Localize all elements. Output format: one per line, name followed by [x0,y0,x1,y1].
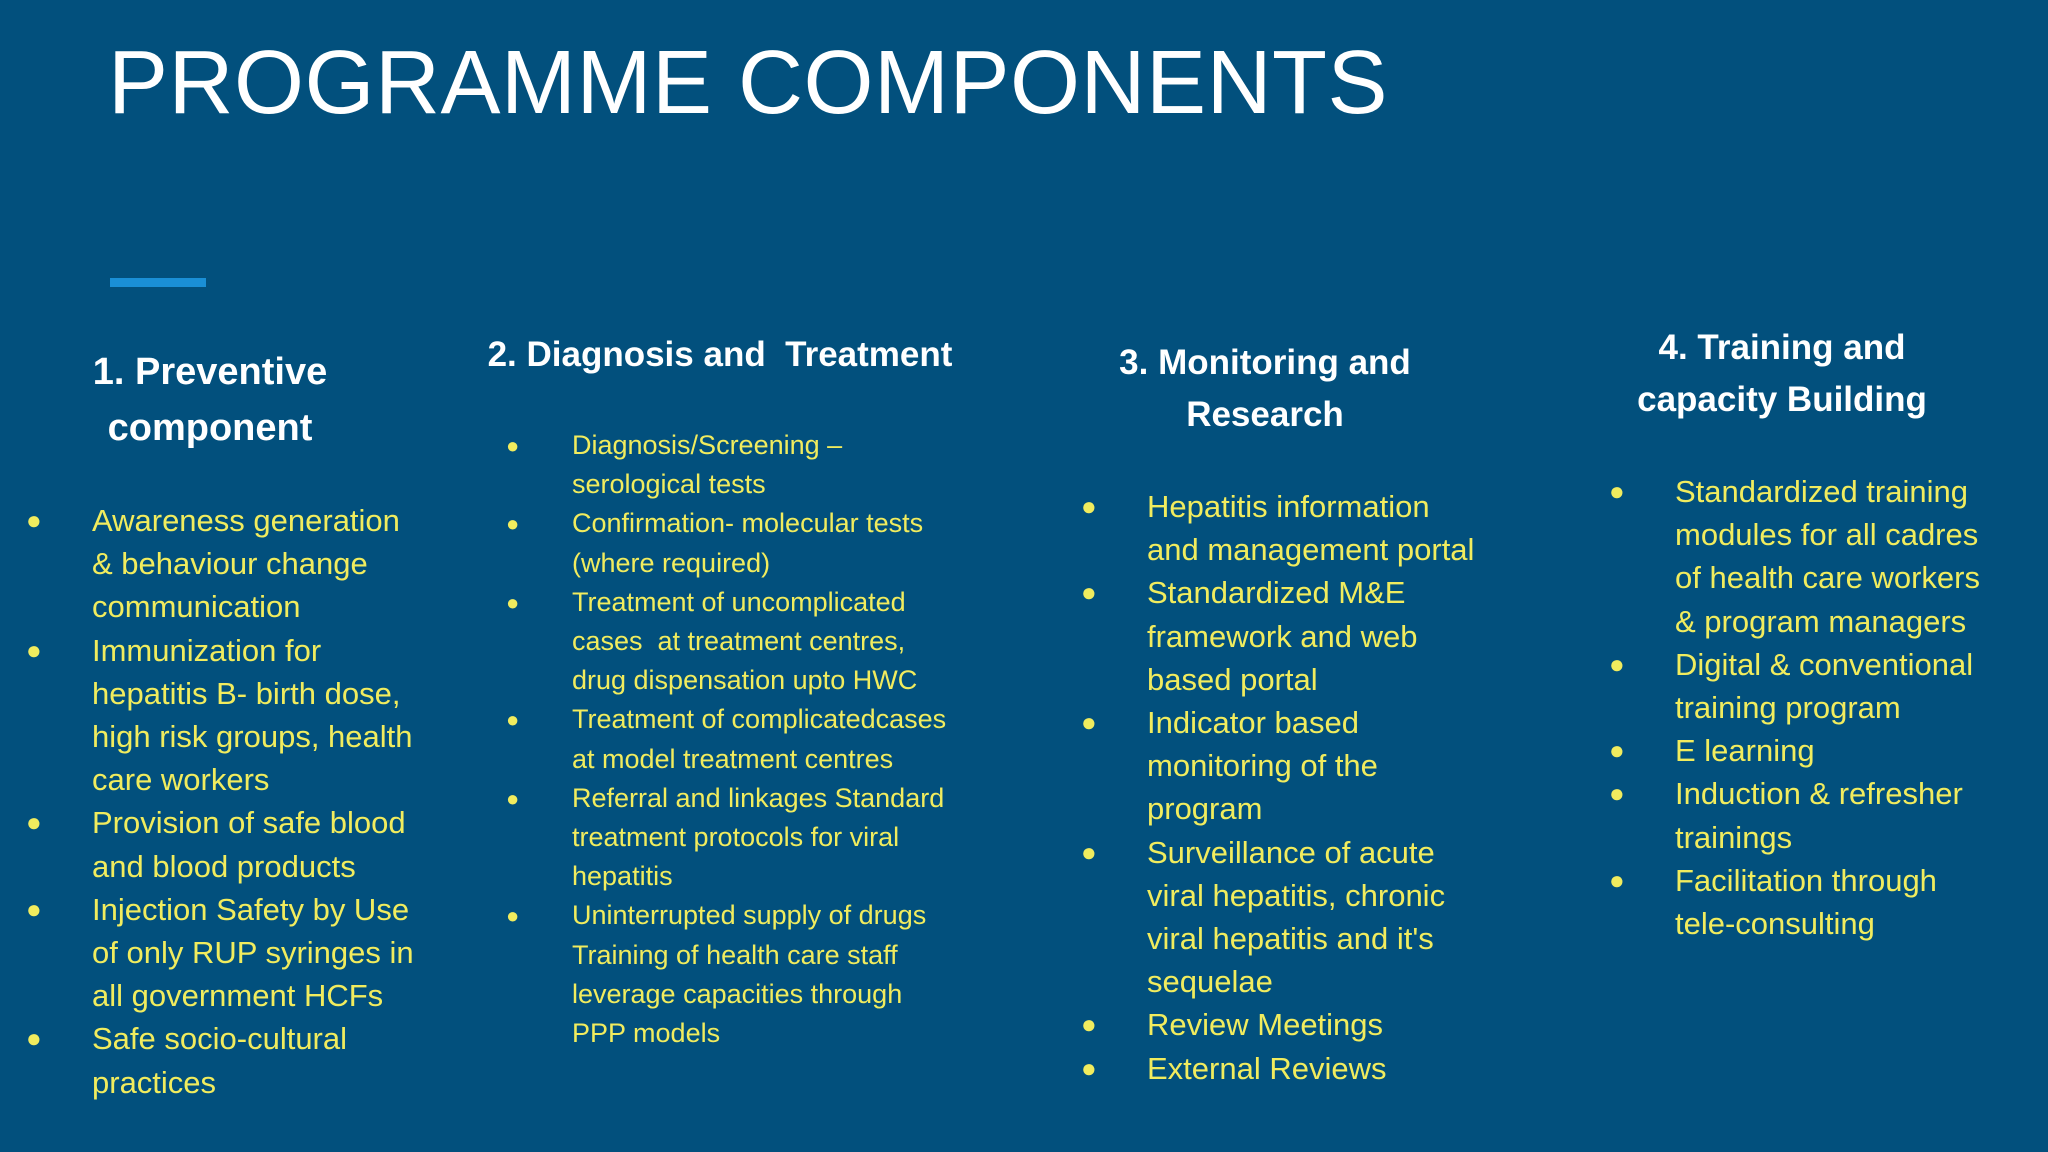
item-line: leverage capacities through [572,978,903,1009]
item-line: based portal [1147,661,1318,697]
item-line: tele-consulting [1675,906,1875,942]
bullet-icon: ● [26,807,42,838]
bullet-icon: ● [26,634,42,665]
heading-line: 2. Diagnosis and Treatment [487,335,953,374]
bullet-icon: ● [1609,476,1625,506]
column-heading [75,344,345,456]
list-item [1081,701,1517,831]
list-item [1081,1047,1517,1090]
bullet-icon: ● [26,893,42,924]
item-line: Standardized training [1675,474,1968,509]
list-item [1081,571,1517,701]
bullet-icon: ● [1081,1052,1097,1083]
heading-line: 1. Preventive [92,351,328,393]
item-line: Referral and linkages Standard [572,782,945,813]
item-line: of only RUP syringes in [92,935,414,971]
list-item [26,499,432,629]
item-line: viral hepatitis, chronic [1147,877,1446,913]
item-line: viral hepatitis and it's [1147,921,1434,957]
list-item [506,896,992,1053]
item-line: program [1147,791,1263,827]
item-line: hepatitis [572,861,673,892]
bullet-icon: ● [1609,648,1625,679]
bullet-icon: ● [26,1023,42,1054]
list-item [506,779,992,897]
item-line: Induction & refresher [1675,776,1963,812]
list-item [1081,1003,1517,1046]
item-line: & program managers [1675,603,1967,639]
list-item [26,629,432,802]
item-line: Treatment of uncomplicated [572,586,906,617]
item-line: cases at treatment centres, [572,626,906,657]
item-line: treatment protocols for viral [572,822,900,853]
item-line: Immunization for [92,632,322,668]
item-line: Confirmation- molecular tests [572,508,924,539]
list-item [1609,772,2015,858]
column-heading [1080,337,1450,441]
heading-line: component [107,407,313,449]
bullet-icon: ● [506,433,520,458]
title-accent-bar [110,278,206,287]
item-line: care workers [92,762,270,798]
item-line: External Reviews [1147,1050,1387,1086]
item-line: PPP models [572,1018,721,1049]
column-heading [1582,322,1982,426]
list-item [506,504,992,582]
item-line: Indicator based [1147,705,1359,741]
bullet-icon: ● [1081,491,1097,521]
item-line: Treatment of complicatedcases [572,704,947,735]
list-item [26,801,432,887]
item-line: (where required) [572,547,771,578]
bullet-list [1609,470,2015,945]
bullet-icon: ● [26,505,42,535]
item-line: high risk groups, health [92,719,413,755]
item-line: framework and web [1147,618,1418,654]
heading-line: Research [1186,395,1344,434]
item-line: training program [1675,690,1901,726]
item-line: drug dispensation upto HWC [572,665,918,696]
item-line: at model treatment centres [572,743,894,774]
bullet-icon: ● [1081,707,1097,738]
item-line: & behaviour change [92,546,368,582]
item-line: Training of health care staff [572,939,898,970]
bullet-icon: ● [506,903,520,929]
heading-line: 3. Monitoring and [1119,343,1411,382]
list-item [26,1017,432,1103]
item-line: Awareness generation [92,503,400,538]
heading-line: 4. Training and [1658,328,1906,367]
item-line: Digital & conventional [1675,646,1974,682]
bullet-list [506,426,992,1053]
list-item [1609,643,2015,729]
bullet-icon: ● [1081,836,1097,867]
item-line: Safe socio-cultural [92,1021,348,1057]
item-line: Injection Safety by Use [92,891,410,927]
item-line: Uninterrupted supply of drugs [572,900,927,931]
list-item [506,583,992,701]
list-item [1609,470,2015,643]
bullet-list [1081,485,1517,1090]
bullet-icon: ● [506,785,520,811]
list-item [506,700,992,778]
item-line: communication [92,589,301,625]
item-line: Surveillance of acute [1147,834,1435,870]
item-line: all government HCFs [92,978,384,1014]
item-line: modules for all cadres [1675,517,1979,553]
bullet-icon: ● [506,707,520,733]
item-line: hepatitis B- birth dose, [92,675,401,711]
item-line: Review Meetings [1147,1007,1384,1043]
column-heading [470,330,970,380]
item-line: trainings [1675,819,1793,855]
item-line: Provision of safe blood [92,805,406,841]
list-item [1609,729,2015,772]
list-item [1609,859,2015,945]
item-line: Facilitation through [1675,862,1937,898]
heading-line: capacity Building [1637,380,1927,419]
bullet-icon: ● [1081,1009,1097,1040]
list-item [506,426,992,504]
bullet-icon: ● [506,589,520,615]
bullet-icon: ● [1609,864,1625,895]
bullet-icon: ● [1081,577,1097,608]
item-line: and blood products [92,848,356,884]
item-line: and management portal [1147,532,1475,568]
item-line: of health care workers [1675,560,1980,596]
list-item [26,888,432,1018]
bullet-icon: ● [1609,778,1625,809]
list-item [1081,485,1517,571]
item-line: sequelae [1147,964,1273,1000]
slide-title: PROGRAMME COMPONENTS [108,33,1389,133]
item-line: serological tests [572,469,766,500]
bullet-list [26,499,432,1104]
bullet-icon: ● [506,511,520,537]
bullet-icon: ● [1609,735,1625,766]
item-line: Standardized M&E [1147,575,1406,611]
item-line: monitoring of the [1147,748,1378,784]
list-item [1081,831,1517,1004]
item-line: E learning [1675,733,1815,769]
item-line: Diagnosis/Screening – [572,430,843,460]
item-line: practices [92,1064,217,1100]
item-line: Hepatitis information [1147,489,1430,524]
